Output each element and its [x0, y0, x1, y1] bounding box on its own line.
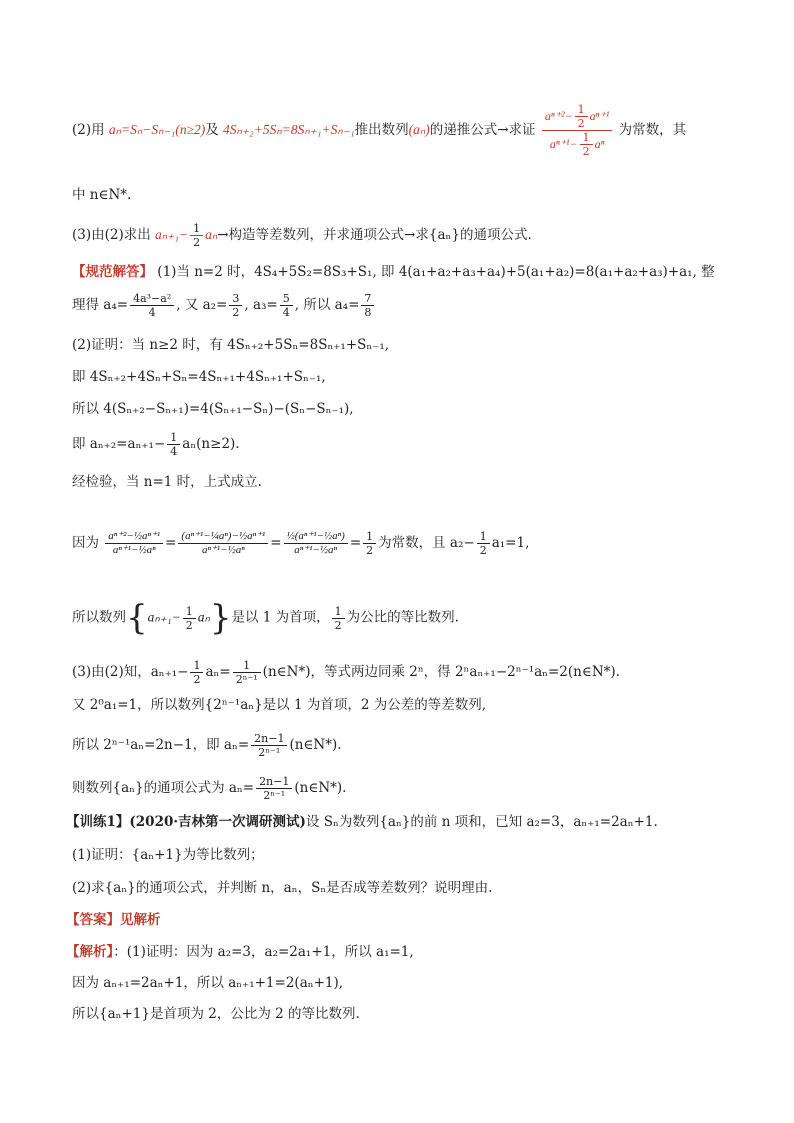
solution-label: 【规范解答】	[72, 264, 153, 280]
solution-line-1	[72, 262, 715, 282]
training-q1: (1)证明：{aₙ+1}为等比数列；	[72, 847, 264, 863]
training-text: 设 Sₙ为数列{aₙ}的前 n 项和，已知 a₂=3，aₙ₊₁=2aₙ+1.	[305, 814, 658, 830]
an-sym: aₙ	[205, 227, 218, 242]
solution-line-13: 则数列{aₙ}的通项公式为 aₙ= $\frac{2n-1}{\text{2ⁿ⁻¹}}$ (n∈N*).	[72, 775, 347, 802]
step-2-prefix: (2)用	[72, 122, 109, 138]
chain-fraction-2: $\frac{\text{(aⁿ⁺¹−¼aⁿ)−½aⁿ⁺¹}}{\text{aⁿ⁺¹−½aⁿ}}$	[178, 530, 268, 557]
step-2-line	[72, 103, 686, 158]
answer-line	[66, 910, 161, 930]
step-3-suffix: →构造等差数列，并求通项公式→求{aₙ}的通项公式.	[217, 227, 532, 243]
analysis-text-1: ：(1)证明：因为 a₂=3，a₂=2a₁+1，所以 a₁=1,	[113, 944, 414, 960]
solution-line-9: 所以数列{aₙ₊₁− $\frac{1}{2}$ aₙ}是以 1 为首项， $\frac{1}{2}$ 为公比的等比数列.	[72, 598, 459, 638]
step-2-derive: 推出数列	[354, 122, 409, 138]
analysis-label: 【解析】	[66, 944, 114, 960]
chain-fraction-1: $\frac{\text{aⁿ⁺²−½aⁿ⁺¹}}{\text{aⁿ⁺¹−½aⁿ}}$	[105, 530, 163, 557]
training-label: 【训练1】(2020·吉林第一次调研测试)	[66, 814, 306, 830]
solution-line-3: (2)证明：当 n≥2 时，有 4Sₙ₊₂+5Sₙ=8Sₙ₊₁+Sₙ₋₁,	[72, 337, 390, 353]
ratio-num-b: aⁿ⁺¹	[589, 109, 610, 123]
an1-minus: aₙ₊₁−	[155, 227, 189, 242]
step-2-const: 为常数，其	[618, 122, 687, 138]
solution-line-8: 因为 $\frac{\text{aⁿ⁺²−½aⁿ⁺¹}}{\text{aⁿ⁺¹−½aⁿ}}$ = $\frac{\text{(aⁿ⁺¹−¼aⁿ)−½aⁿ⁺¹}}{\text{aⁿ⁺¹−½aⁿ}}$ = $\frac{\text{½(aⁿ⁺¹−½aⁿ)}}{\text{aⁿ⁺¹−½aⁿ}}$ = $\frac{1}{2}$ 为常数，且 a₂− $\frac{1}{2}$ a₁=1,	[72, 530, 530, 557]
half-fraction-den: $\frac{1}{2}$	[580, 131, 593, 158]
training-q2: (2)求{aₙ}的通项公式，并判断 n，aₙ，Sₙ是否成等差数列？说明理由.	[72, 880, 493, 896]
ratio-fraction	[542, 103, 613, 158]
solution-text-1: (1)当 n=2 时，4S₄+5S₂=8S₃+S₁, 即 4(a₁+a₂+a₃+a₄)+5(a₁+a₂)=8(a₁+a₂+a₃)+a₁, 整	[157, 264, 715, 280]
solution-line-10: (3)由(2)知，aₙ₊₁− $\frac{1}{2}$ aₙ= $\frac{1}{\text{2ⁿ⁻¹}}$ (n∈N*)，等式两边同乘 2ⁿ，得 2ⁿaₙ₊₁−2ⁿ⁻¹aₙ=2(n∈N*).	[72, 659, 620, 686]
solution-line-7: 经检验，当 n=1 时，上式成立.	[72, 474, 262, 490]
step-3-line	[72, 222, 532, 249]
half-fraction: $\frac{1}{2}$	[575, 103, 588, 130]
solution-line-6: 即 aₙ₊₂=aₙ₊₁− $\frac{1}{4}$ aₙ(n≥2).	[72, 431, 240, 458]
ratio-num-a: aⁿ⁺²−	[544, 109, 573, 123]
recurrence: 4Sₙ₊₂+5Sₙ=8Sₙ₊₁+Sₙ₋₁	[223, 122, 355, 137]
answer-text: 见解析	[120, 912, 161, 928]
chain-fraction-3: $\frac{\text{½(aⁿ⁺¹−½aⁿ)}}{\text{aⁿ⁺¹−½aⁿ}}$	[284, 530, 348, 557]
solution-line-4: 即 4Sₙ₊₂+4Sₙ+Sₙ=4Sₙ₊₁+4Sₙ₊₁+Sₙ₋₁,	[72, 369, 326, 385]
step-2-prove: 的递推公式→求证	[429, 122, 536, 138]
step-2-line2: 中 n∈N*.	[72, 187, 132, 203]
step-3-prefix: (3)由(2)求出	[72, 227, 156, 243]
analysis-line-1	[66, 942, 414, 962]
analysis-line-2: 因为 aₙ₊₁=2aₙ+1，所以 aₙ₊₁+1=2(aₙ+1),	[72, 975, 344, 991]
answer-label: 【答案】	[66, 912, 120, 928]
analysis-line-3: 所以{aₙ+1}是首项为 2，公比为 2 的等比数列.	[72, 1006, 360, 1022]
ratio-den-b: aⁿ	[594, 137, 605, 151]
half-fraction-3: $\frac{1}{2}$	[190, 222, 203, 249]
sequence-symbol: (aₙ)	[408, 122, 430, 137]
solution-line-2: 理得 a₄= $\frac{\text{4a³−a²}}{4}$ , 又 a₂= $\frac{3}{2}$ , a₃= $\frac{5}{4}$ , 所以 a₄= $\frac{7}{8}$	[72, 292, 376, 319]
solution-line-5: 所以 4(Sₙ₊₂−Sₙ₊₁)=4(Sₙ₊₁−Sₙ)−(Sₙ−Sₙ₋₁),	[72, 401, 354, 417]
training-line	[66, 812, 658, 832]
step-2-and: 及	[205, 122, 224, 138]
ratio-den-a: aⁿ⁺¹−	[549, 137, 578, 151]
an-relation: aₙ=Sₙ−Sₙ₋₁(n≥2)	[108, 122, 206, 137]
solution-line-12: 所以 2ⁿ⁻¹aₙ=2n−1，即 aₙ= $\frac{2n-1}{\text{2ⁿ⁻¹}}$ (n∈N*).	[72, 732, 342, 759]
solution-line-11: 又 2⁰a₁=1，所以数列{2ⁿ⁻¹aₙ}是以 1 为首项，2 为公差的等差数列,	[72, 697, 487, 713]
